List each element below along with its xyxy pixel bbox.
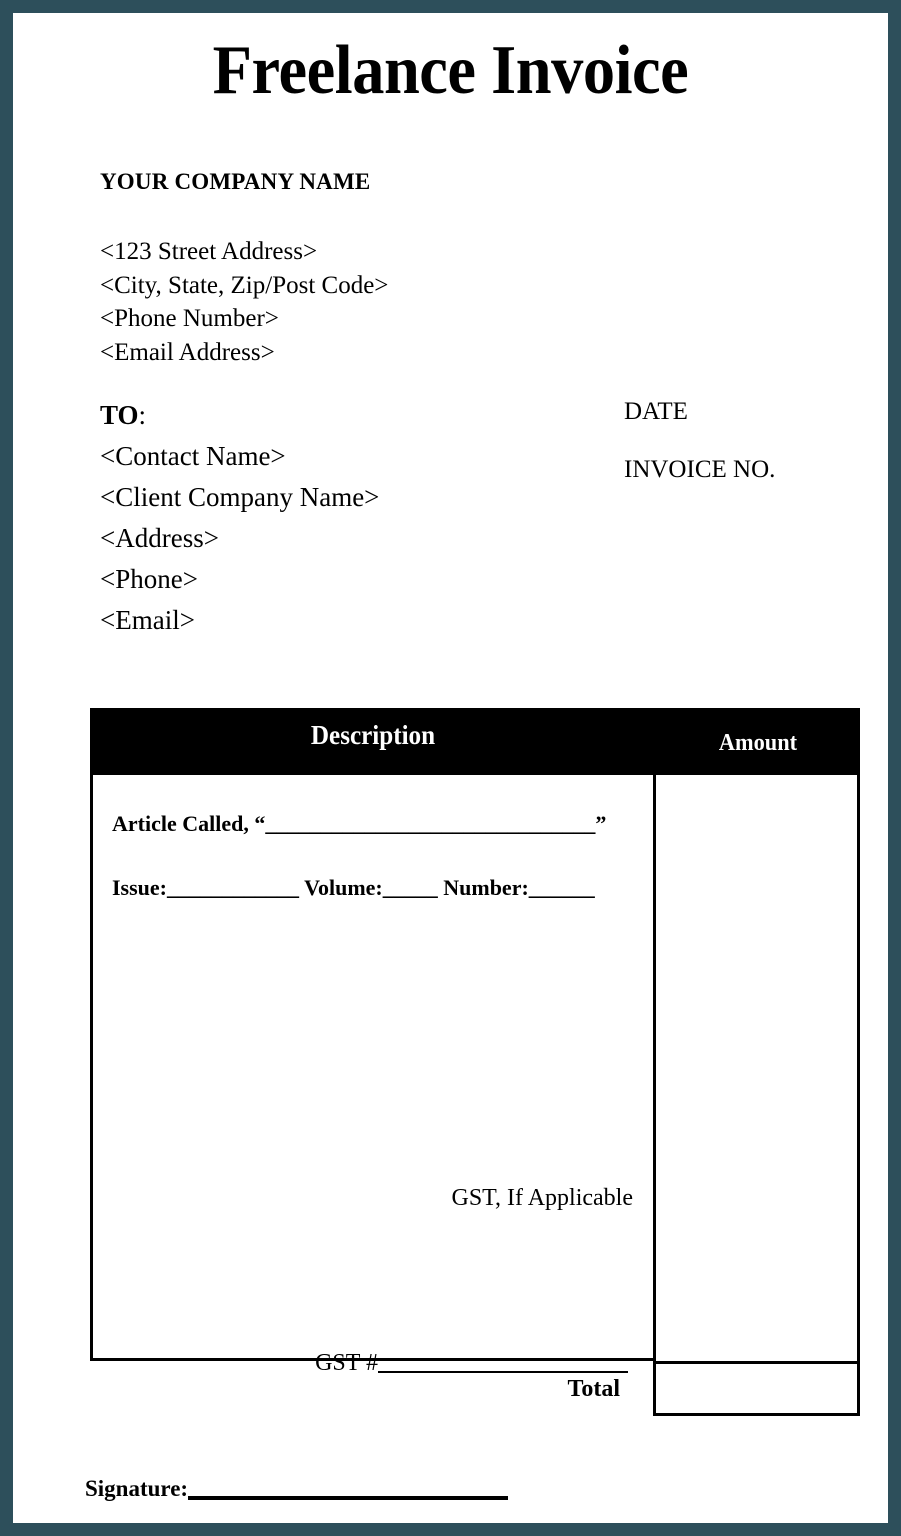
invoice-number-label: INVOICE NO. — [624, 456, 776, 483]
recipient-line: <Phone> — [100, 564, 198, 594]
recipient-to-colon: : — [138, 400, 147, 430]
signature-blank[interactable] — [188, 1496, 508, 1500]
sender-company-name: YOUR COMPANY NAME — [100, 169, 371, 194]
sender-address-line: <City, State, Zip/Post Code> — [100, 271, 389, 299]
recipient-line: <Contact Name> — [100, 441, 286, 471]
sender-address-line: <123 Street Address> — [100, 238, 318, 265]
gst-number-field[interactable] — [93, 1350, 628, 1377]
sender-address-line: <Phone Number> — [100, 305, 279, 332]
column-header-description: Description — [310, 720, 436, 750]
total-label: Total — [567, 1376, 620, 1402]
line-items-table — [90, 708, 860, 1376]
amount-cell[interactable] — [656, 775, 860, 1416]
description-cell[interactable] — [90, 775, 656, 1376]
recipient-line: <Client Company Name> — [100, 482, 380, 512]
recipient-line: <Email> — [100, 605, 195, 635]
gst-number-blank[interactable] — [378, 1371, 628, 1373]
gst-applicable-label: GST, If Applicable — [451, 1185, 633, 1211]
table-header-band — [90, 708, 860, 775]
recipient-line: <Address> — [100, 523, 219, 553]
recipient-to-label — [100, 395, 379, 436]
article-called-field[interactable]: Article Called, “______________________________” — [112, 811, 607, 836]
invoice-sheet — [13, 13, 888, 1523]
date-label: DATE — [624, 398, 688, 425]
signature-row[interactable] — [85, 1476, 508, 1502]
column-header-amount: Amount — [718, 730, 798, 756]
invoice-meta-block — [624, 396, 775, 486]
recipient-to-word: TO — [100, 400, 139, 430]
sender-address-block — [100, 235, 388, 369]
page-title: Freelance Invoice — [212, 32, 689, 109]
sender-address-line: <Email Address> — [100, 338, 275, 366]
signature-label: Signature: — [85, 1476, 189, 1501]
total-value-box[interactable] — [653, 1361, 860, 1416]
recipient-block — [100, 395, 379, 641]
issue-volume-number-field[interactable]: Issue:____________ Volume:_____ Number:______ — [112, 875, 595, 900]
gst-number-label: GST # — [315, 1350, 378, 1376]
